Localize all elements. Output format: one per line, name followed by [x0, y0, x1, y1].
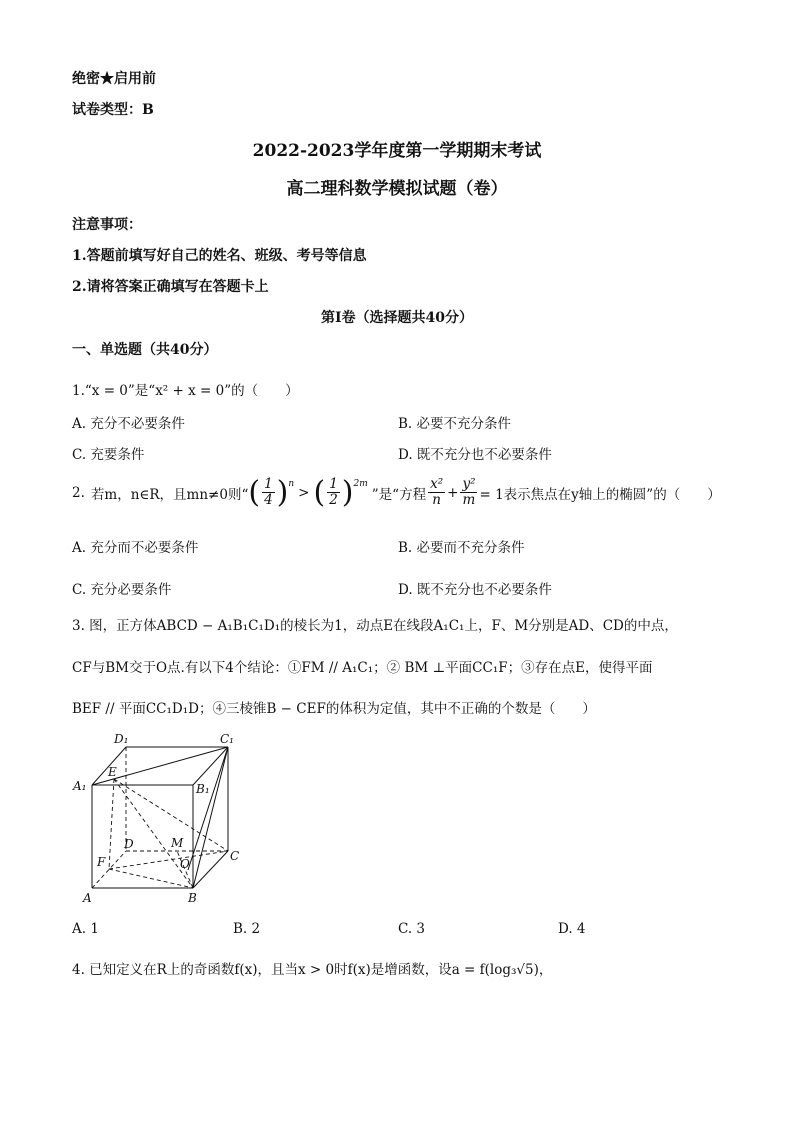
q2-option-a: A. 充分而不必要条件 [72, 540, 199, 556]
q1-option-d: D. 既不充分也不必要条件 [398, 447, 552, 463]
q3-option-d: D. 4 [558, 921, 586, 937]
notes-item-2: 2.请将答案正确填写在答题卡上 [72, 279, 269, 295]
question-4-line-1: 4. 已知定义在R上的奇函数f(x)，且当x > 0时f(x)是增函数，设a = f(log₃√5)， [72, 962, 553, 978]
q2-base2-num: 1 [329, 476, 338, 492]
section-heading: 一、单选题（共40分） [72, 342, 218, 358]
line-ef-hidden [109, 779, 114, 869]
question-2-post: = 1表示焦点在y轴上的椭圆”的（ ） [479, 486, 721, 503]
q2-option-b: B. 必要而不充分条件 [398, 540, 525, 556]
label-f: F [97, 855, 106, 869]
q2-base2-den: 2 [329, 492, 338, 508]
label-e: E [108, 765, 117, 779]
question-2: 2. 若m，n∈R，且mn≠0则“ ( $\frac{1}{4}$ ) $^n$ > ( $\frac{1}{2}$ ) $^{2m}$ ”是“方程 $\frac{\text{x²}}{n}$ + $\frac{\text{y²}}{m}$ = 1表示焦点在y轴上的椭圆”的（ ） [72, 474, 721, 510]
question-1-number: 1. [72, 383, 85, 399]
question-3-line-2: CF与BM交于O点.有以下4个结论：①FM // A₁C₁；② BM ⊥平面CC₁F；③存在点E，使得平面 [72, 660, 653, 676]
q1-option-c: C. 充要条件 [72, 447, 145, 463]
notes-heading: 注意事项： [72, 217, 142, 233]
q2-option-d: D. 既不充分也不必要条件 [398, 582, 552, 598]
question-3-line-3: BEF // 平面CC₁D₁D；④三棱锥B − CEF的体积为定值，其中不正确的个数是（ ） [72, 701, 596, 717]
label-b: B [188, 891, 197, 905]
question-1-stem: “x = 0”是“x² + x = 0”的（ ） [84, 383, 299, 399]
q3-option-c: C. 3 [398, 921, 426, 937]
q1-option-b: B. 必要不充分条件 [398, 416, 512, 432]
q2-fx-den: n [432, 492, 441, 508]
q2-fy-den: m [462, 492, 476, 508]
q3-option-b: B. 2 [233, 921, 261, 937]
q2-base1-den: 4 [264, 492, 273, 508]
exam-title: 2022-2023学年度第一学期期末考试 [252, 141, 542, 161]
cube-figure [70, 728, 250, 908]
part-heading: 第I卷（选择题共40分） [320, 310, 474, 326]
exam-subtitle: 高二理科数学模拟试题（卷） [286, 179, 508, 199]
line-fb-hidden [109, 869, 193, 888]
label-o: O [180, 857, 190, 871]
paper-type-label: 试卷类型：B [72, 102, 154, 118]
q3-option-a: A. 1 [72, 921, 99, 937]
label-c1: C₁ [220, 732, 234, 746]
line-c1b [193, 747, 228, 888]
label-d: D [124, 837, 134, 851]
q2-fx-num: x² [430, 476, 444, 492]
secret-label: 绝密★启用前 [72, 71, 156, 87]
q2-exp1: n [288, 479, 295, 489]
label-m: M [171, 836, 184, 850]
edge-b1c1 [193, 747, 228, 785]
edge-bc [193, 851, 228, 888]
q2-option-c: C. 充分必要条件 [72, 582, 172, 598]
q1-option-a: A. 充分不必要条件 [72, 416, 185, 432]
question-1 [72, 379, 299, 399]
label-a1: A₁ [73, 779, 87, 793]
q2-exp2: 2m [353, 479, 368, 489]
question-2-number: 2. [72, 484, 85, 501]
label-c: C [230, 849, 240, 863]
q2-base1-num: 1 [264, 476, 273, 492]
question-2-mid: ”是“方程 [371, 486, 427, 503]
label-b1: B₁ [196, 782, 210, 796]
label-a: A [83, 891, 92, 905]
notes-item-1: 1.答题前填写好自己的姓名、班级、考号等信息 [72, 248, 367, 264]
label-d1: D₁ [114, 732, 129, 746]
q2-fy-num: y² [462, 476, 476, 492]
question-2-pre: 若m，n∈R，且mn≠0则“ [90, 486, 249, 503]
question-3-line-1: 3. 图，正方体ABCD − A₁B₁C₁D₁的棱长为1，动点E在线段A₁C₁上，F、M分别是AD、CD的中点， [72, 618, 678, 634]
